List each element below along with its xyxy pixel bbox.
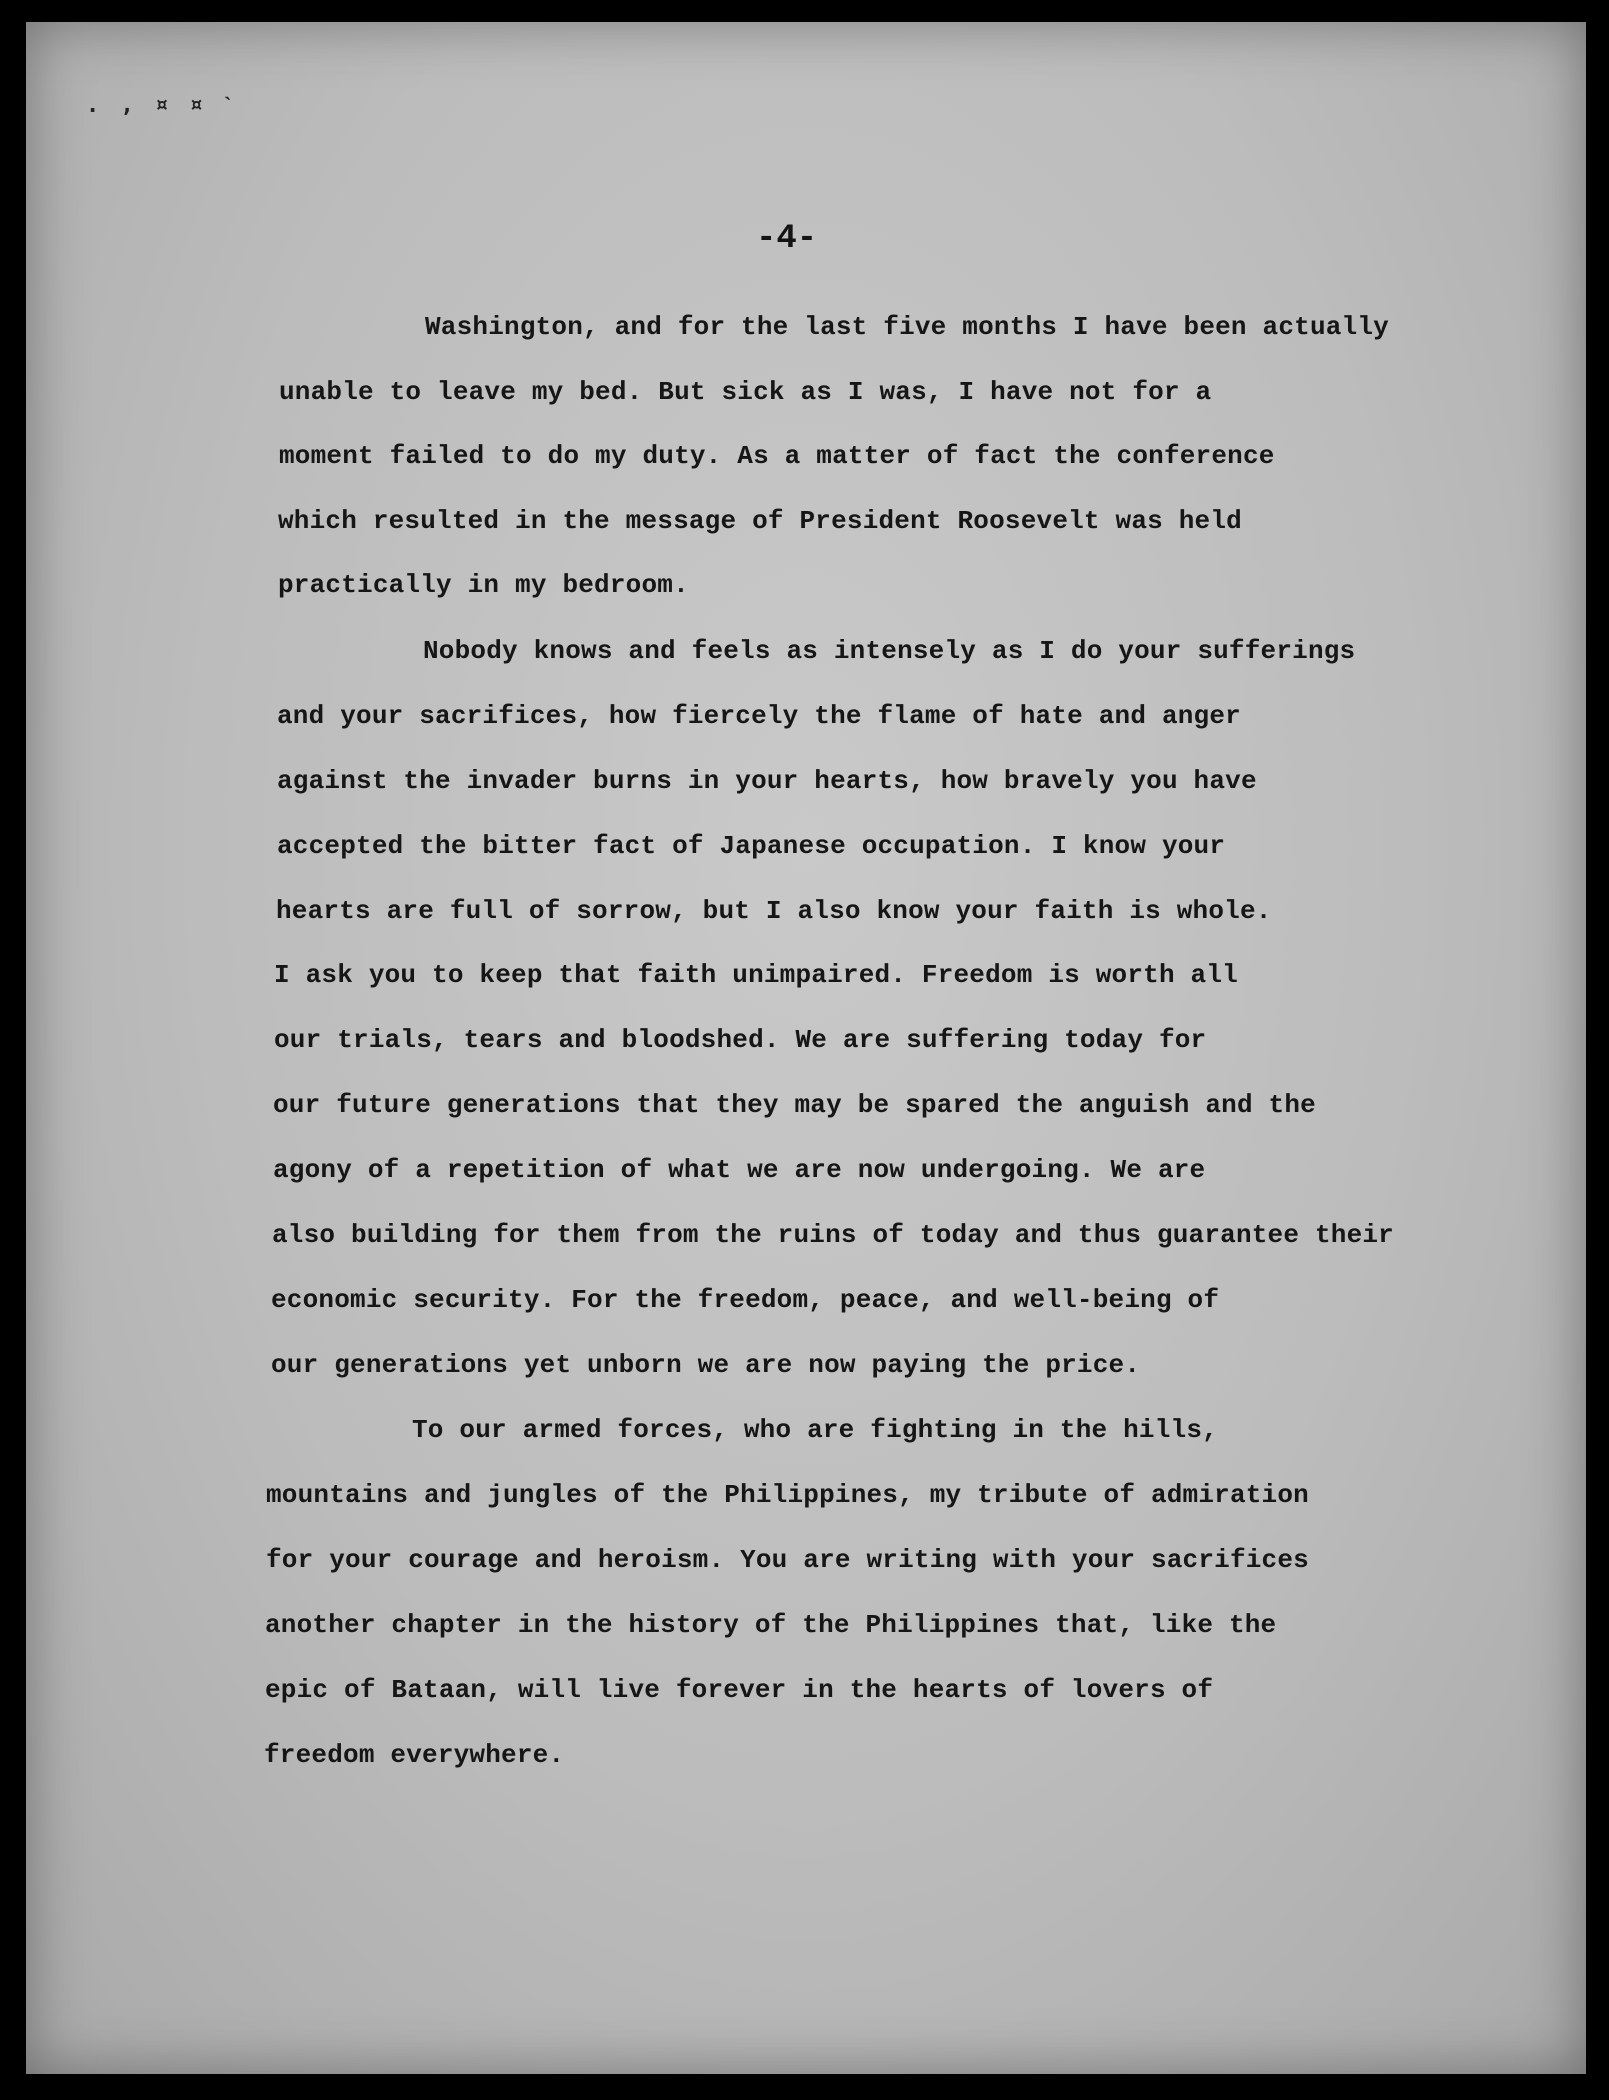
text-line: and your sacrifices, how fiercely the flame of hate and anger bbox=[277, 701, 1241, 731]
page-number: -4- bbox=[756, 220, 818, 258]
margin-marks: . , ¤ ¤ ˋ bbox=[86, 93, 236, 118]
text-line: which resulted in the message of President Roosevelt was held bbox=[278, 506, 1242, 536]
text-line: unable to leave my bed. But sick as I was, I have not for a bbox=[279, 377, 1212, 407]
text-line: freedom everywhere. bbox=[264, 1740, 565, 1770]
text-line: accepted the bitter fact of Japanese occupation. I know your bbox=[277, 831, 1226, 861]
text-line: also building for them from the ruins of today and thus guarantee their bbox=[272, 1220, 1394, 1250]
text-line: hearts are full of sorrow, but I also know your faith is whole. bbox=[276, 896, 1272, 926]
text-line: moment failed to do my duty. As a matter of fact the conference bbox=[279, 441, 1275, 471]
text-line: Nobody knows and feels as intensely as I do your sufferings bbox=[423, 636, 1356, 666]
text-line: another chapter in the history of the Philippines that, like the bbox=[265, 1610, 1277, 1640]
text-line: To our armed forces, who are fighting in the hills, bbox=[412, 1415, 1218, 1445]
text-line: Washington, and for the last five months I have been actually bbox=[425, 312, 1389, 342]
text-line: our trials, tears and bloodshed. We are suffering today for bbox=[274, 1025, 1207, 1055]
text-line: agony of a repetition of what we are now undergoing. We are bbox=[273, 1155, 1206, 1185]
text-line: for your courage and heroism. You are writing with your sacrifices bbox=[266, 1545, 1309, 1575]
text-line: against the invader burns in your hearts, how bravely you have bbox=[277, 766, 1257, 796]
text-line: our future generations that they may be spared the anguish and the bbox=[273, 1090, 1316, 1120]
text-line: epic of Bataan, will live forever in the hearts of lovers of bbox=[265, 1675, 1214, 1705]
text-line: our generations yet unborn we are now paying the price. bbox=[271, 1350, 1141, 1380]
document-page bbox=[26, 22, 1586, 2074]
text-line: practically in my bedroom. bbox=[278, 570, 689, 600]
text-line: I ask you to keep that faith unimpaired. Freedom is worth all bbox=[274, 960, 1238, 990]
text-line: economic security. For the freedom, peace, and well-being of bbox=[271, 1285, 1220, 1315]
text-line: mountains and jungles of the Philippines, my tribute of admiration bbox=[266, 1480, 1309, 1510]
